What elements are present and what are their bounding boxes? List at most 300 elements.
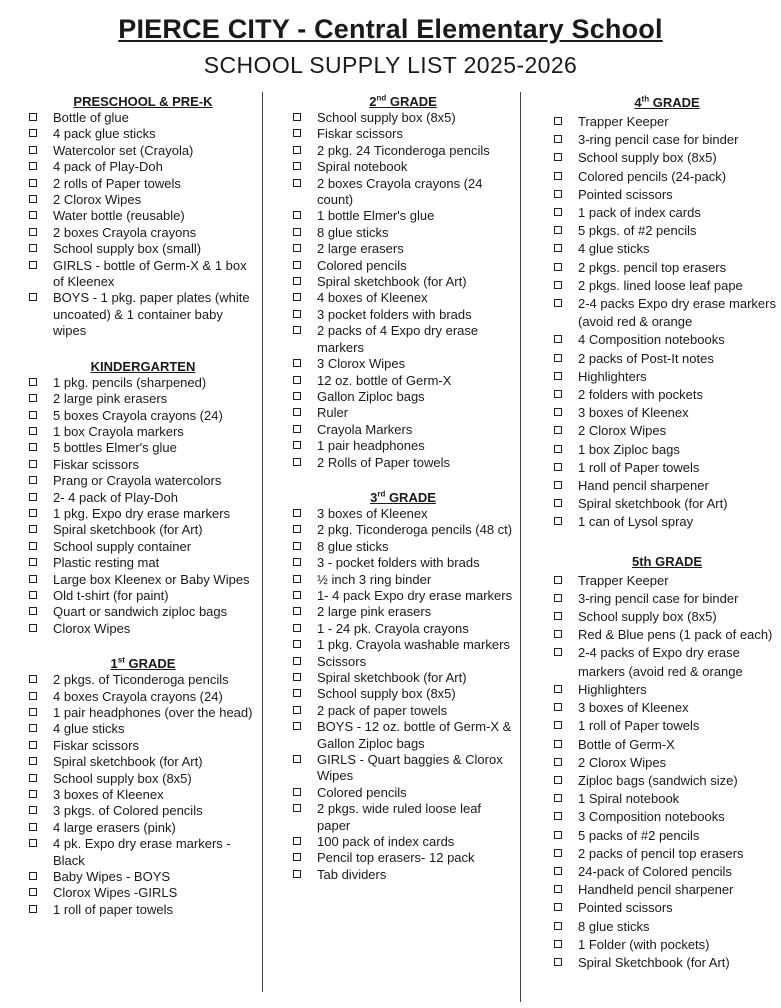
checklist-item-label: 24-pack of Colored pencils — [578, 863, 732, 879]
checklist-item-label: Pencil top erasers- 12 pack — [317, 850, 475, 866]
checkbox-icon — [554, 226, 562, 234]
checklist-item-label: 100 pack of index cards — [317, 834, 455, 850]
checklist-item — [553, 954, 781, 972]
checkbox-icon — [554, 463, 562, 471]
checklist-item — [28, 787, 258, 803]
checklist-item-label: 2 pkgs. wide ruled loose leaf paper — [317, 801, 482, 833]
checklist-item — [28, 440, 258, 456]
checklist-item-label: 1 pair headphones (over the head) — [53, 705, 253, 720]
checkbox-icon — [554, 776, 562, 784]
checklist-item — [28, 473, 258, 489]
checklist-item — [553, 772, 781, 790]
checklist-item-label: 3-ring pencil case for binder — [578, 132, 739, 148]
checklist-item — [28, 506, 258, 522]
checklist-item — [553, 459, 781, 477]
checkbox-icon — [293, 558, 301, 566]
column-divider — [262, 92, 263, 992]
checklist-item — [553, 918, 781, 936]
checklist-item-label: 1 pair headphones — [317, 438, 425, 454]
checklist-item-label: Baby Wipes - BOYS — [53, 869, 171, 885]
checkbox-icon — [29, 591, 37, 599]
checklist-item-label: Prang or Crayola watercolors — [53, 473, 222, 489]
checklist-item-label: 2 pack of paper towels — [317, 702, 448, 718]
checklist-item-label: Scissors — [317, 653, 367, 669]
checklist-item-label: Spiral sketchbook (for Art) — [317, 670, 467, 685]
checkbox-icon — [29, 427, 37, 435]
checkbox-icon — [293, 624, 301, 632]
checklist-item-label: 1 roll of Paper towels — [578, 459, 700, 475]
checkbox-icon — [293, 591, 301, 599]
checklist-item-label: 1 box Ziploc bags — [578, 441, 680, 457]
checklist-item-label: 2 packs of Post-It notes — [578, 350, 714, 366]
checklist-item — [553, 368, 781, 386]
checklist-item — [28, 621, 258, 637]
checklist-item — [292, 307, 514, 323]
checkbox-icon — [293, 722, 301, 730]
supply-list-preschool — [28, 110, 258, 340]
checkbox-icon — [293, 244, 301, 252]
checkbox-icon — [29, 261, 37, 269]
checklist-item — [553, 222, 781, 240]
checkbox-icon — [554, 372, 562, 380]
checklist-item-label: Old t-shirt (for paint) — [53, 587, 169, 603]
checklist-item — [292, 373, 514, 389]
checklist-item-label: Colored pencils (24-pack) — [578, 168, 727, 184]
supply-list-grade2 — [292, 110, 514, 471]
checkbox-icon — [29, 378, 37, 386]
checkbox-icon — [554, 499, 562, 507]
checklist-item — [292, 176, 514, 209]
checklist-item — [28, 522, 258, 538]
checkbox-icon — [293, 392, 301, 400]
supply-list-grade4 — [553, 113, 781, 532]
checklist-item-label: Quart or sandwich ziploc bags — [53, 604, 228, 620]
checklist-item — [553, 131, 781, 149]
checklist-item — [28, 820, 258, 836]
checklist-item-label: 3-ring pencil case for binder — [578, 590, 739, 606]
checklist-item-label: 4 Composition notebooks — [578, 332, 725, 348]
checklist-item-label: Crayola Markers — [317, 421, 413, 437]
checklist-item — [28, 375, 258, 391]
checklist-item — [553, 240, 781, 258]
checkbox-icon — [29, 806, 37, 814]
checklist-item-label: Fiskar scissors — [53, 737, 139, 753]
checkbox-icon — [554, 117, 562, 125]
checklist-item — [292, 752, 514, 785]
checklist-item-label: 12 oz. bottle of Germ-X — [317, 372, 452, 388]
checkbox-icon — [554, 281, 562, 289]
checklist-item-label: 3 pocket folders with brads — [317, 306, 472, 322]
checklist-item — [553, 699, 781, 717]
checklist-item-label: GIRLS - Quart baggies & Clorox Wipes — [317, 752, 503, 784]
checkbox-icon — [554, 172, 562, 180]
checklist-item-label: 1 roll of paper towels — [53, 901, 173, 917]
checklist-item — [28, 126, 258, 142]
checklist-item-label: 2 boxes Crayola crayons (24 count) — [317, 175, 483, 208]
checkbox-icon — [554, 958, 562, 966]
checkbox-icon — [554, 263, 562, 271]
checklist-item-label: 3 boxes of Kleenex — [53, 787, 164, 803]
checkbox-icon — [29, 708, 37, 716]
checklist-item — [292, 438, 514, 454]
checklist-item — [28, 408, 258, 424]
checklist-item-label: Ziploc bags (sandwich size) — [578, 772, 738, 788]
checkbox-icon — [293, 277, 301, 285]
checklist-item-label: 2 large pink erasers — [317, 604, 432, 620]
checklist-item — [553, 295, 781, 331]
checklist-item — [28, 143, 258, 159]
checklist-item-label: School supply box (8x5) — [317, 686, 456, 702]
checklist-item — [553, 936, 781, 954]
checklist-item — [553, 404, 781, 422]
checklist-item-label: 3 boxes of Kleenex — [578, 405, 689, 421]
checklist-item-label: 4 glue sticks — [578, 241, 650, 257]
checklist-item — [553, 513, 781, 531]
checklist-item — [28, 902, 258, 918]
checklist-item-label: 2 pkgs. pencil top erasers — [578, 259, 727, 275]
checkbox-icon — [554, 153, 562, 161]
checklist-item-label: Pointed scissors — [578, 900, 673, 916]
checkbox-icon — [29, 493, 37, 501]
checkbox-icon — [554, 576, 562, 584]
checklist-item — [28, 159, 258, 175]
checklist-item — [28, 241, 258, 257]
checkbox-icon — [293, 408, 301, 416]
checkbox-icon — [29, 575, 37, 583]
checkbox-icon — [29, 162, 37, 170]
checklist-item-label: 8 glue sticks — [317, 224, 389, 240]
checkbox-icon — [554, 922, 562, 930]
checklist-item — [553, 899, 781, 917]
checkbox-icon — [29, 113, 37, 121]
checkbox-icon — [293, 657, 301, 665]
checkbox-icon — [293, 870, 301, 878]
checklist-item — [28, 424, 258, 440]
checkbox-icon — [554, 244, 562, 252]
checkbox-icon — [554, 903, 562, 911]
checkbox-icon — [293, 310, 301, 318]
checkbox-icon — [554, 685, 562, 693]
checklist-item-label: 2 packs of 4 Expo dry erase markers — [317, 323, 479, 355]
checkbox-icon — [554, 849, 562, 857]
checklist-item — [292, 785, 514, 801]
checklist-item — [292, 389, 514, 405]
checkbox-icon — [29, 675, 37, 683]
column-right — [553, 93, 781, 972]
checklist-item-label: Fiskar scissors — [53, 456, 139, 472]
checkbox-icon — [29, 146, 37, 154]
checkbox-icon — [554, 390, 562, 398]
checklist-item — [553, 386, 781, 404]
checklist-item-label: 3 Clorox Wipes — [317, 356, 406, 372]
section-heading-grade5: 5th GRADE — [631, 553, 703, 569]
checklist-item — [292, 588, 514, 604]
checkbox-icon — [29, 476, 37, 484]
checklist-item-label: 2-4 packs of Expo dry erase markers (avoid red & orange — [578, 645, 743, 679]
checklist-item-label: 4 pack glue sticks — [53, 126, 156, 142]
checkbox-icon — [554, 648, 562, 656]
checkbox-icon — [29, 460, 37, 468]
checklist-item — [553, 590, 781, 608]
checklist-item-label: Plastic resting mat — [53, 555, 160, 571]
checkbox-icon — [29, 394, 37, 402]
checkbox-icon — [554, 208, 562, 216]
checkbox-icon — [293, 509, 301, 517]
checklist-item — [292, 274, 514, 290]
checkbox-icon — [29, 558, 37, 566]
checkbox-icon — [293, 837, 301, 845]
checklist-item — [292, 323, 514, 356]
checklist-item — [553, 717, 781, 735]
checklist-item — [28, 572, 258, 588]
checklist-item — [553, 736, 781, 754]
checklist-item-label: Spiral Sketchbook (for Art) — [578, 954, 730, 970]
checkbox-icon — [554, 190, 562, 198]
checklist-item — [292, 604, 514, 620]
checklist-item-label: Bottle of glue — [53, 110, 129, 125]
checklist-item — [28, 672, 258, 688]
checklist-item — [553, 113, 781, 131]
checklist-item — [292, 159, 514, 175]
checklist-item-label: 5 boxes Crayola crayons (24) — [53, 407, 223, 423]
checklist-item-label: Large box Kleenex or Baby Wipes — [53, 571, 250, 587]
checklist-item-label: 2 Clorox Wipes — [578, 423, 667, 439]
checklist-item-label: 5 pkgs. of #2 pencils — [578, 223, 697, 239]
checkbox-icon — [29, 525, 37, 533]
checklist-item-label: School supply box (small) — [53, 241, 202, 257]
checkbox-icon — [293, 788, 301, 796]
checklist-item — [553, 827, 781, 845]
checkbox-icon — [293, 458, 301, 466]
checklist-item-label: 3 pkgs. of Colored pencils — [53, 803, 203, 819]
checklist-item-label: 1 pkg. pencils (sharpened) — [53, 374, 207, 390]
checkbox-icon — [29, 195, 37, 203]
supply-list-grade1 — [28, 672, 258, 918]
checkbox-icon — [293, 326, 301, 334]
checklist-item — [553, 881, 781, 899]
checklist-item — [553, 681, 781, 699]
checklist-item — [292, 356, 514, 372]
checkbox-icon — [29, 774, 37, 782]
checkbox-icon — [29, 692, 37, 700]
checklist-item-label: 5 bottles Elmer's glue — [53, 440, 177, 456]
checkbox-icon — [29, 542, 37, 550]
checkbox-icon — [29, 724, 37, 732]
checkbox-icon — [29, 509, 37, 517]
checklist-item-label: Spiral sketchbook (for Art) — [317, 274, 467, 290]
checklist-item — [553, 168, 781, 186]
checklist-item — [553, 186, 781, 204]
checkbox-icon — [29, 905, 37, 913]
checklist-item-label: 1 bottle Elmer's glue — [317, 208, 435, 224]
document-title: PIERCE CITY - Central Elementary School — [118, 14, 663, 44]
checkbox-icon — [29, 790, 37, 798]
section-heading-grade2: 2nd GRADE — [369, 93, 437, 109]
checklist-item — [553, 277, 781, 295]
checklist-item-label: 2 folders with pockets — [578, 387, 704, 403]
checklist-item — [292, 225, 514, 241]
checklist-item — [292, 670, 514, 686]
checklist-item — [553, 149, 781, 167]
supply-list-grade3 — [292, 506, 514, 883]
checklist-item-label: 1 Spiral notebook — [578, 791, 680, 807]
checklist-item-label: 5 packs of #2 pencils — [578, 827, 700, 843]
checklist-item — [292, 850, 514, 866]
checkbox-icon — [29, 179, 37, 187]
checklist-item — [28, 588, 258, 604]
checkbox-icon — [29, 293, 37, 301]
checklist-item-label: Highlighters — [578, 681, 647, 697]
checklist-item-label: Colored pencils — [317, 784, 407, 800]
checklist-item — [28, 225, 258, 241]
checklist-item-label: School supply box (8x5) — [578, 150, 717, 166]
checklist-item — [553, 477, 781, 495]
checkbox-icon — [554, 867, 562, 875]
checkbox-icon — [554, 721, 562, 729]
checkbox-icon — [29, 411, 37, 419]
checklist-item-label: 1 box Crayola markers — [53, 423, 184, 439]
checkbox-icon — [554, 594, 562, 602]
checklist-item — [28, 555, 258, 571]
checklist-item — [28, 490, 258, 506]
checklist-item-label: Watercolor set (Crayola) — [53, 142, 194, 158]
checklist-item — [292, 241, 514, 257]
checklist-item — [28, 869, 258, 885]
section-heading-kindergarten: KINDERGARTEN — [90, 358, 196, 374]
checklist-item — [553, 845, 781, 863]
checklist-item-label: GIRLS - bottle of Germ-X & 1 box of Kleenex — [53, 257, 247, 290]
checklist-item-label: 1 pkg. Expo dry erase markers — [53, 505, 231, 521]
checkbox-icon — [554, 517, 562, 525]
checklist-item — [28, 604, 258, 620]
checklist-item — [553, 644, 781, 680]
checkbox-icon — [293, 129, 301, 137]
checkbox-icon — [554, 703, 562, 711]
checklist-item — [28, 803, 258, 819]
checkbox-icon — [554, 408, 562, 416]
checkbox-icon — [293, 293, 301, 301]
checklist-item — [553, 422, 781, 440]
checklist-item — [553, 863, 781, 881]
checklist-item-label: 2 pkg. Ticonderoga pencils (48 ct) — [317, 522, 513, 538]
checklist-item-label: 1 pack of index cards — [578, 205, 701, 221]
checklist-item — [292, 455, 514, 471]
checklist-item — [553, 204, 781, 222]
checkbox-icon — [554, 794, 562, 802]
checklist-item-label: 2 packs of pencil top erasers — [578, 845, 744, 861]
column-divider — [520, 92, 521, 1002]
checklist-item-label: Colored pencils — [317, 257, 407, 273]
checklist-item-label: School supply box (8x5) — [53, 770, 192, 786]
checklist-item-label: Clorox Wipes -GIRLS — [53, 885, 178, 901]
checklist-item-label: Spiral sketchbook (for Art) — [578, 496, 728, 512]
checklist-item-label: ½ inch 3 ring binder — [317, 571, 432, 587]
checklist-item — [553, 259, 781, 277]
checklist-item-label: 2-4 packs Expo dry erase markers (avoid red & orange — [578, 296, 776, 330]
checklist-item — [28, 208, 258, 224]
checklist-item — [292, 654, 514, 670]
checklist-item — [292, 867, 514, 883]
checklist-item — [553, 808, 781, 826]
checklist-item-label: Spiral notebook — [317, 159, 408, 175]
checklist-item-label: Clorox Wipes — [53, 620, 131, 636]
checkbox-icon — [554, 445, 562, 453]
checklist-item-label: 1 pkg. Crayola washable markers — [317, 637, 510, 653]
checklist-item-label: Pointed scissors — [578, 186, 673, 202]
checklist-item — [553, 626, 781, 644]
checklist-item — [553, 572, 781, 590]
checkbox-icon — [293, 607, 301, 615]
checklist-item — [292, 422, 514, 438]
checklist-item — [292, 686, 514, 702]
checklist-item — [28, 290, 258, 339]
checklist-item — [292, 555, 514, 571]
checklist-item — [292, 621, 514, 637]
checklist-item-label: 1 roll of Paper towels — [578, 718, 700, 734]
checkbox-icon — [29, 872, 37, 880]
checkbox-icon — [293, 179, 301, 187]
checklist-item-label: 8 glue sticks — [578, 918, 650, 934]
checklist-item — [28, 457, 258, 473]
section-heading-grade4: 4th GRADE — [634, 94, 700, 110]
checklist-item — [292, 143, 514, 159]
checkbox-icon — [293, 113, 301, 121]
supply-list-kindergarten — [28, 375, 258, 638]
checkbox-icon — [293, 525, 301, 533]
checkbox-icon — [554, 630, 562, 638]
checkbox-icon — [554, 481, 562, 489]
checklist-item-label: 2 large pink erasers — [53, 391, 168, 407]
checkbox-icon — [293, 376, 301, 384]
checklist-item — [28, 836, 258, 869]
checklist-item-label: 4 boxes of Kleenex — [317, 290, 428, 306]
checklist-item-label: 1 Folder (with pockets) — [578, 936, 710, 952]
checkbox-icon — [554, 135, 562, 143]
checkbox-icon — [554, 740, 562, 748]
checklist-item-label: 2 Clorox Wipes — [578, 754, 667, 770]
checklist-item-label: 4 pk. Expo dry erase markers -Black — [53, 836, 231, 868]
checklist-item — [292, 539, 514, 555]
checkbox-icon — [293, 804, 301, 812]
checkbox-icon — [293, 228, 301, 236]
checklist-item — [28, 176, 258, 192]
checklist-item — [292, 290, 514, 306]
checkbox-icon — [29, 129, 37, 137]
checkbox-icon — [29, 443, 37, 451]
section-heading-grade1: 1st GRADE — [110, 655, 176, 672]
checkbox-icon — [29, 244, 37, 252]
checkbox-icon — [29, 607, 37, 615]
checkbox-icon — [29, 228, 37, 236]
checkbox-icon — [29, 888, 37, 896]
checklist-item — [292, 110, 514, 126]
checklist-item-label: 3 Composition notebooks — [578, 809, 725, 825]
checkbox-icon — [293, 146, 301, 154]
checklist-item — [292, 801, 514, 834]
checkbox-icon — [293, 755, 301, 763]
checklist-item — [28, 110, 258, 126]
checklist-item — [28, 705, 258, 721]
checklist-item-label: 8 glue sticks — [317, 538, 389, 554]
checklist-item-label: 4 large erasers (pink) — [53, 819, 176, 835]
checklist-item-label: 1 - 24 pk. Crayola crayons — [317, 620, 469, 636]
checklist-item — [553, 441, 781, 459]
checklist-item — [553, 608, 781, 626]
checkbox-icon — [293, 211, 301, 219]
checklist-item-label: 2 boxes Crayola crayons — [53, 224, 197, 240]
checkbox-icon — [293, 673, 301, 681]
checkbox-icon — [293, 425, 301, 433]
